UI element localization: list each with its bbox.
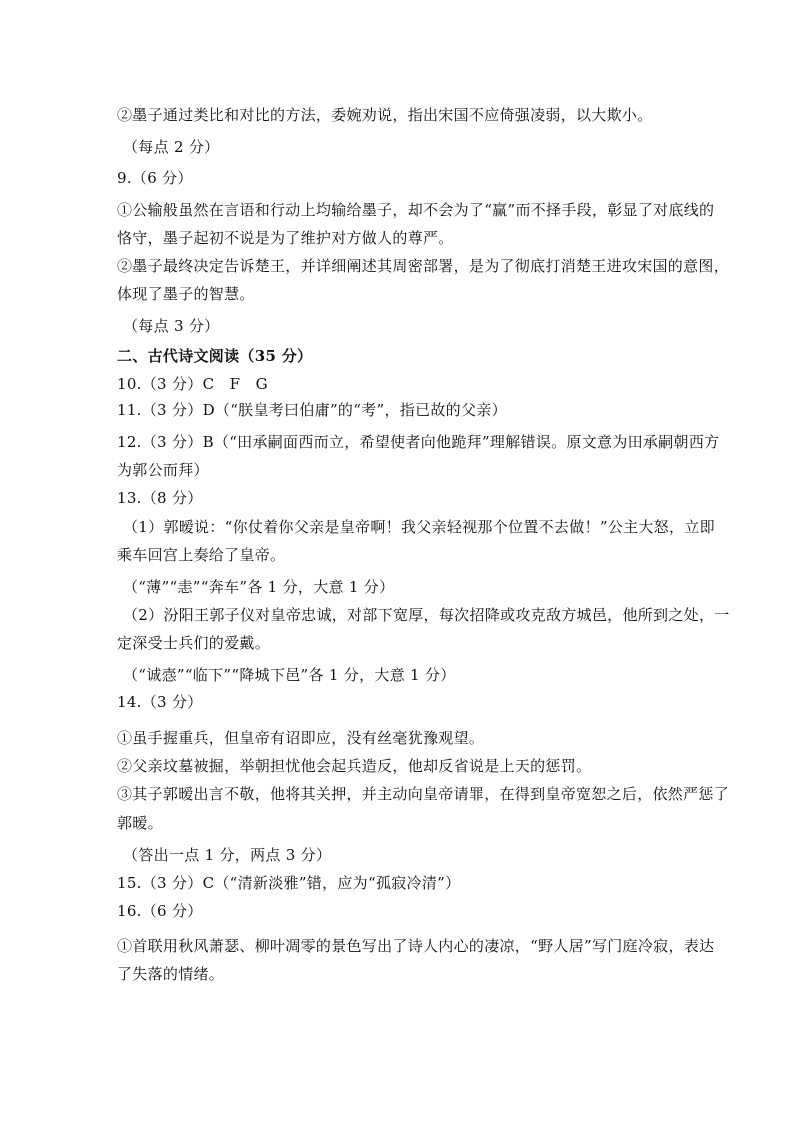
answer-9-point-1-line-2: 恪守，墨子起初不说是为了维护对方做人的尊严。 [117,229,454,247]
question-10-answer: 10.（3 分）C F G [117,375,268,393]
question-11-answer: 11.（3 分）D（“朕皇考曰伯庸”的“考”，指已故的父亲） [117,401,507,419]
answer-13-part-2-line-1: （2）汾阳王郭子仪对皇帝忠诚，对部下宽厚，每次招降或攻克敌方城邑，他所到之处，一 [123,606,730,624]
answer-14-point-1: ①虽手握重兵，但皇帝有诏即应，没有丝毫犹豫观望。 [117,729,485,747]
answer-13-part-1-line-1: （1）郭暧说：“你仗着你父亲是皇帝啊！我父亲轻视那个位置不去做！”公主大怒，立即 [123,518,715,536]
question-12-answer-line-2: 为郭公而拜） [117,461,209,479]
question-16-header: 16.（6 分） [117,902,203,920]
answer-9-point-1-line-1: ①公输般虽然在言语和行动上均输给墨子，却不会为了“赢”而不择手段，彰显了对底线的 [117,201,715,219]
answer-16-point-1-line-1: ①首联用秋风萧瑟、柳叶凋零的景色写出了诗人内心的凄凉，“野人居”写门庭冷寂，表达 [117,937,715,955]
section-heading: 二、古代诗文阅读（35 分） [117,347,313,365]
answer-13-part-1-line-2: 乘车回宫上奏给了皇帝。 [117,546,286,564]
answer-16-point-1-line-2: 了失落的情绪。 [117,965,225,983]
answer-8-point-2: ②墨子通过类比和对比的方法，委婉劝说，指出宋国不应倚强凌弱，以大欺小。 [117,106,653,124]
answer-9-point-2-line-2: 体现了墨子的智慧。 [117,285,255,303]
answer-13-part-2-line-2: 定深受士兵们的爱戴。 [117,634,271,652]
answer-9-point-2-line-1: ②墨子最终决定告诉楚王，并详细阐述其周密部署，是为了彻底打消楚王进攻宋国的意图， [117,257,730,275]
scoring-note: （每点 2 分） [123,138,220,156]
question-12-answer-line-1: 12.（3 分）B（“田承嗣面西而立，希望使者向他跪拜”理解错误。原文意为田承嗣朝西方 [117,433,720,451]
scoring-note: （“诚悫”“临下”“降城下邑”各 1 分，大意 1 分） [123,666,456,684]
question-13-header: 13.（8 分） [117,489,203,507]
scoring-note: （“薄”“恚”“奔车”各 1 分，大意 1 分） [123,578,395,596]
question-15-answer: 15.（3 分）C（“清新淡雅”错，应为“孤寂冷清”） [117,874,461,892]
answer-14-point-3-line-1: ③其子郭暧出言不敬，他将其关押，并主动向皇帝请罪，在得到皇帝宽恕之后，依然严惩了 [117,785,730,803]
question-14-header: 14.（3 分） [117,693,203,711]
answer-14-point-3-line-2: 郭暧。 [117,814,163,832]
scoring-note: （答出一点 1 分，两点 3 分） [123,846,332,864]
scoring-note: （每点 3 分） [123,317,220,335]
question-9-header: 9.（6 分） [117,169,193,187]
answer-14-point-2: ②父亲坟墓被掘，举朝担忧他会起兵造反，他却反省说是上天的惩罚。 [117,757,592,775]
